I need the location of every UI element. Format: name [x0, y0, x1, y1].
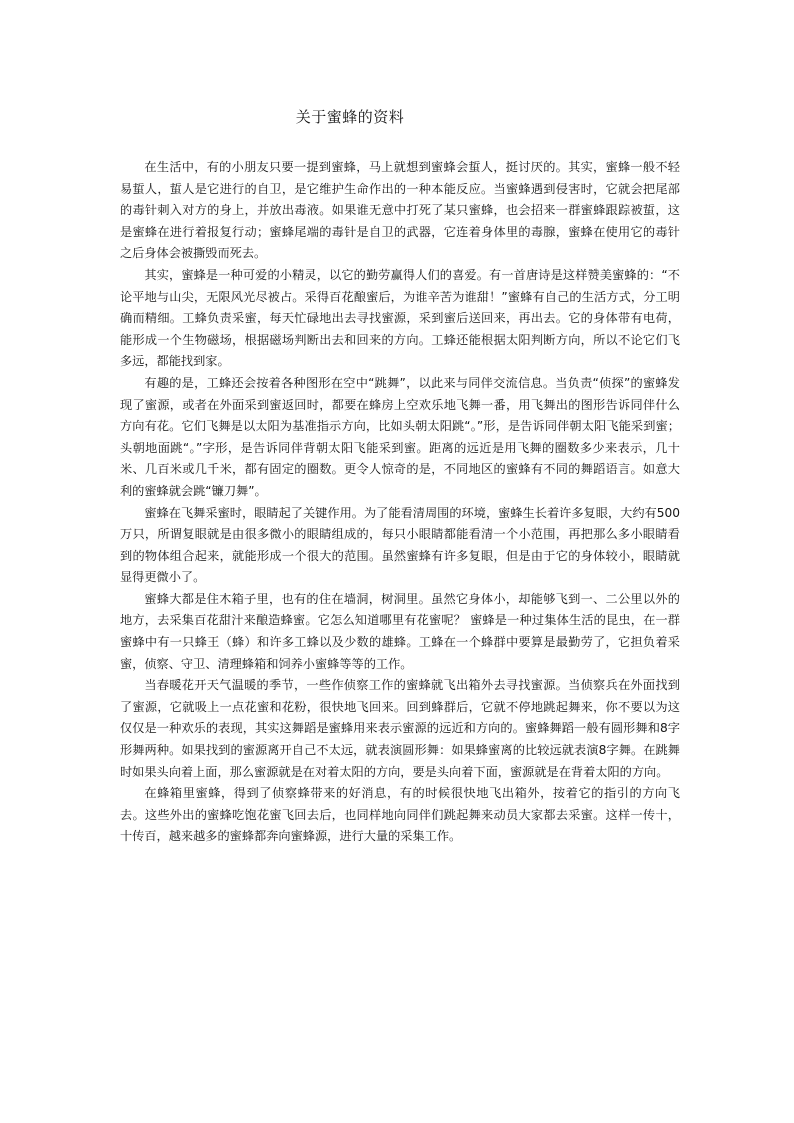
paragraph-4: 蜜蜂在飞舞采蜜时，眼睛起了关键作用。为了能看清周围的环境，蜜蜂生长着许多复眼，大约有500万只，所谓复眼就是由很多微小的眼睛组成的，每只小眼睛都能看清一个小范围，再把那么多小眼睛看到的物体组合起来，就能形成一个很大的范围。虽然蜜蜂有许多复眼，但是由于它的身体较小，眼睛就显得更微小了。: [120, 505, 680, 585]
paragraph-2: 其实，蜜蜂是一种可爱的小精灵，以它的勤劳赢得人们的喜爱。有一首唐诗是这样赞美蜜蜂的：“不论平地与山尖，无限风光尽被占。采得百花酿蜜后，为谁辛苦为谁甜！”蜜蜂有自己的生活方式，分工明确而精细。工蜂负责采蜜，每天忙碌地出去寻找蜜源，采到蜜后送回来，再出去。它的身体带有电荷，能形成一个生物磁场，根据磁场判断出去和回来的方向。工蜂还能根据太阳判断方向，所以不论它们飞多远，都能找到家。: [120, 267, 680, 369]
document-body: [120, 157, 680, 848]
paragraph-7: 在蜂箱里蜜蜂，得到了侦察蜂带来的好消息，有的时候很快地飞出箱外，按着它的指引的方向飞去。这些外出的蜜蜂吃饱花蜜飞回去后，也同样地向同伴们跳起舞来动员大家都去采蜜。这样一传十，十传百，越来越多的蜜蜂都奔向蜜蜂源，进行大量的采集工作。: [120, 786, 680, 844]
document-title: 关于蜜蜂的资料: [295, 108, 405, 126]
paragraph-6: 当春暖花开天气温暖的季节，一些作侦察工作的蜜蜂就飞出箱外去寻找蜜源。当侦察兵在外面找到了蜜源，它就吸上一点花蜜和花粉，很快地飞回来。回到蜂群后，它就不停地跳起舞来，你不要以为这仅仅是一种欢乐的表现，其实这舞蹈是蜜蜂用来表示蜜源的远近和方向的。蜜蜂舞蹈一般有圆形舞和8字形舞两种。如果找到的蜜源离开自己不太远，就表演圆形舞：如果蜂蜜离的比较远就表演8字舞。在跳舞时如果头向着上面，那么蜜源就是在对着太阳的方向，要是头向着下面，蜜源就是在背着太阳的方向。: [120, 678, 680, 779]
paragraph-3: 有趣的是，工蜂还会按着各种图形在空中“跳舞”，以此来与同伴交流信息。当负责“侦探”的蜜蜂发现了蜜源，或者在外面采到蜜返回时，都要在蜂房上空欢乐地飞舞一番，用飞舞出的图形告诉同伴什么方向有花。它们飞舞是以太阳为基准指示方向，比如头朝太阳跳“。”形，是告诉同伴朝太阳飞能采到蜜；头朝地面跳“。”字形，是告诉同伴背朝太阳飞能采到蜜。距离的远近是用飞舞的圈数多少来表示，几十米、几百米或几千米，都有固定的圈数。更令人惊奇的是，不同地区的蜜蜂有不同的舞蹈语言。如意大利的蜜蜂就会跳“镰刀舞”。: [120, 375, 680, 498]
paragraph-1: 在生活中，有的小朋友只要一提到蜜蜂，马上就想到蜜蜂会蜇人，挺讨厌的。其实，蜜蜂一般不轻易蜇人，蜇人是它进行的自卫，是它维护生命作出的一种本能反应。当蜜蜂遇到侵害时，它就会把尾部的毒针刺入对方的身上，并放出毒液。如果谁无意中打死了某只蜜蜂，也会招来一群蜜蜂跟踪被蜇，这是蜜蜂在进行着报复行动；蜜蜂尾端的毒针是自卫的武器，它连着身体里的毒腺，蜜蜂在使用它的毒针之后身体会被撕毁而死去。: [120, 160, 680, 261]
paragraph-5: 蜜蜂大都是住木箱子里，也有的住在墙洞，树洞里。虽然它身体小，却能够飞到一、二公里以外的地方，去采集百花甜汁来酿造蜂蜜。它怎么知道哪里有花蜜呢？ 蜜蜂是一种过集体生活的昆虫，在一群蜜蜂中有一只蜂王（蜂）和许多工蜂以及少数的雄蜂。工蜂在一个蜂群中要算是最勤劳了，它担负着采蜜，侦察、守卫、清理蜂箱和饲养小蜜蜂等等的工作。: [120, 591, 680, 671]
